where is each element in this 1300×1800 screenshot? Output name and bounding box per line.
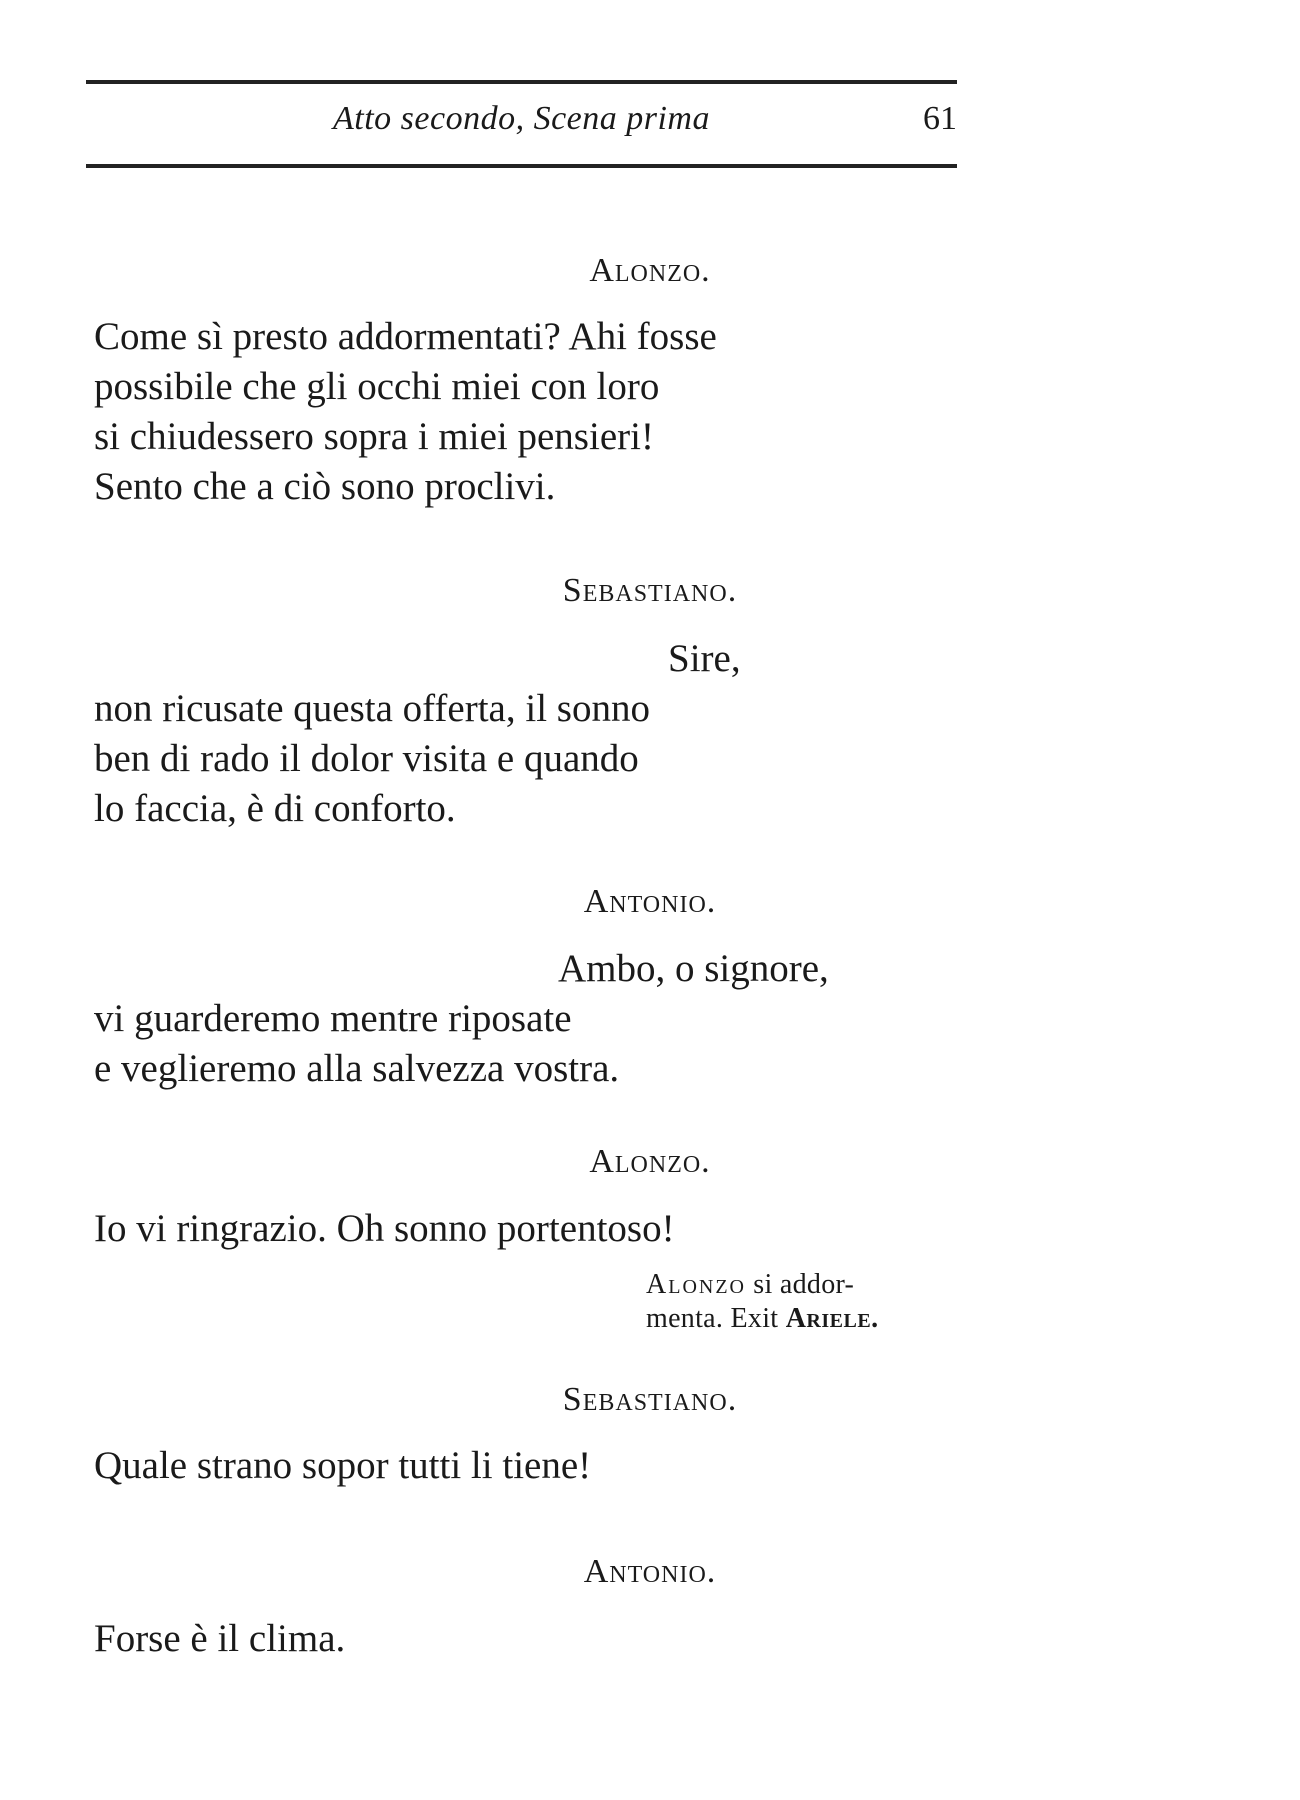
speech-verse — [94, 1614, 345, 1664]
header-top-rule — [86, 80, 957, 84]
speech-verse — [94, 1441, 591, 1491]
stage-direction-character: Ariele. — [785, 1303, 879, 1334]
speech-verse — [94, 1204, 675, 1254]
verse-line: e veglieremo alla salvezza vostra. — [94, 1047, 620, 1090]
header-bottom-rule — [86, 164, 957, 168]
verse-line-indented: Ambo, o signore, — [558, 947, 829, 990]
verse-line: non ricusate questa offerta, il sonno — [94, 687, 650, 730]
running-head — [86, 100, 957, 150]
verse-line: ben di rado il dolor visita e quando — [94, 737, 639, 780]
verse-line: vi guarderemo mentre riposate — [94, 997, 572, 1040]
stage-direction-line — [646, 1268, 956, 1302]
speaker-name: Sebastiano. — [562, 1381, 738, 1418]
verse-line: Quale strano sopor tutti li tiene! — [94, 1444, 592, 1487]
speaker-name: Alonzo. — [589, 252, 711, 289]
stage-direction-text: si addor- — [745, 1269, 855, 1300]
verse-line: lo faccia, è di conforto. — [94, 787, 456, 830]
stage-direction-text: menta. Exit — [646, 1303, 786, 1334]
speech-verse — [94, 634, 741, 834]
stage-direction — [646, 1268, 956, 1336]
verse-line: Come sì presto addormentati? Ahi fosse — [94, 315, 717, 358]
speech-verse — [94, 944, 829, 1094]
stage-direction-line — [646, 1302, 956, 1336]
verse-line: possibile che gli occhi miei con loro — [94, 365, 660, 408]
speaker-name: Antonio. — [583, 1553, 717, 1590]
verse-line: si chiudessero sopra i miei pensieri! — [94, 415, 654, 458]
verse-line-indented: Sire, — [668, 637, 741, 680]
speaker-name: Sebastiano. — [562, 572, 738, 609]
speech-verse — [94, 312, 717, 512]
verse-line: Io vi ringrazio. Oh sonno portentoso! — [94, 1207, 675, 1250]
page-number: 61 — [923, 100, 957, 137]
speaker-name: Alonzo. — [589, 1143, 711, 1180]
stage-direction-character: Alonzo — [646, 1269, 746, 1300]
verse-line: Forse è il clima. — [94, 1617, 346, 1660]
speaker-name: Antonio. — [583, 883, 717, 920]
verse-line: Sento che a ciò sono proclivi. — [94, 465, 556, 508]
running-title: Atto secondo, Scena prima — [333, 100, 710, 137]
